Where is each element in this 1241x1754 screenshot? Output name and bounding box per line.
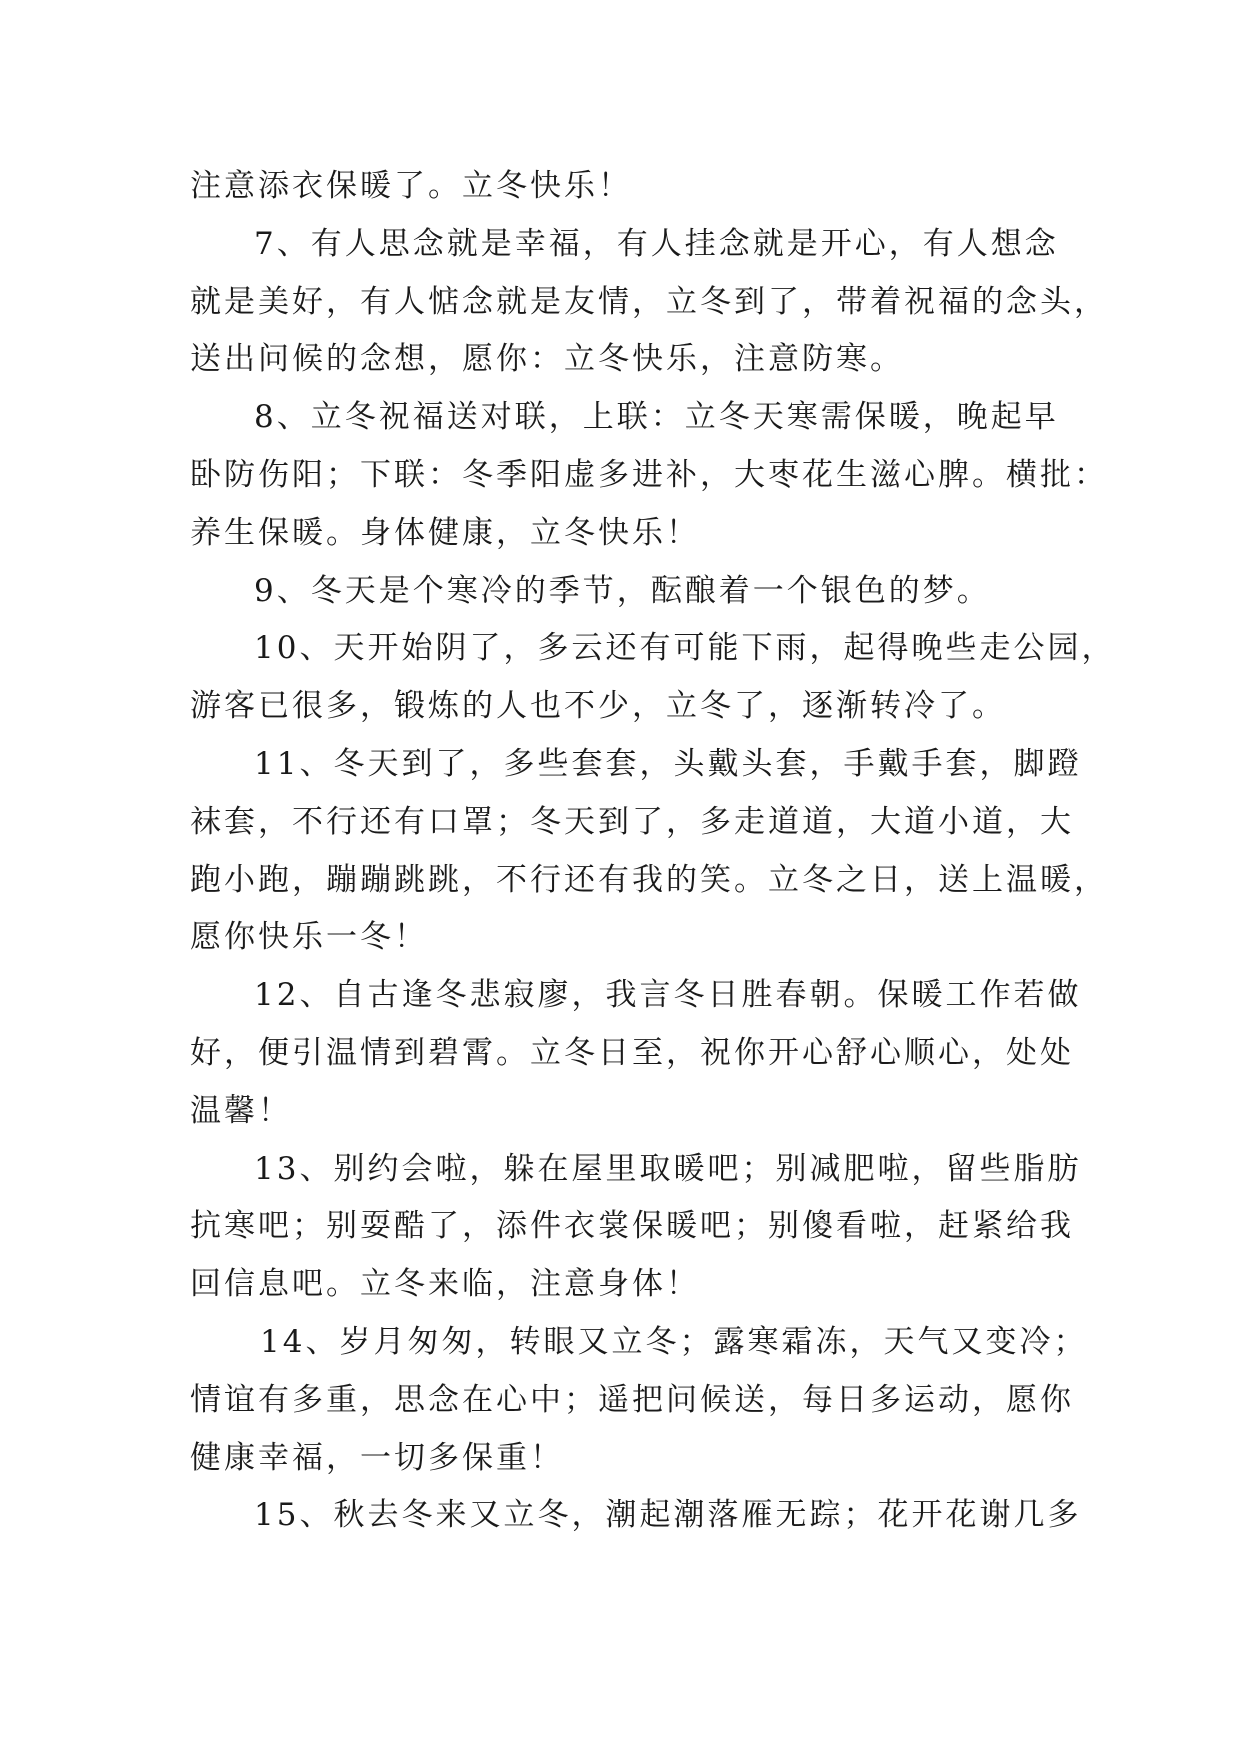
text-line: 情谊有多重，思念在心中；遥把问候送，每日多运动，愿你: [190, 1381, 1074, 1418]
text-line: 8、立冬祝福送对联，上联：立冬天寒需保暖，晚起早: [254, 399, 1059, 436]
paragraph-15: [190, 1487, 1082, 1545]
paragraph-11: [190, 736, 1108, 967]
text-line: 10、天开始阴了，多云还有可能下雨，起得晚些走公园，: [254, 630, 1116, 667]
text-line: 7、有人思念就是幸福，有人挂念就是开心，有人想念: [254, 225, 1059, 262]
text-line: 11、冬天到了，多些套套，头戴头套，手戴手套，脚蹬: [254, 745, 1082, 782]
text-line: 好，便引温情到碧霄。立冬日至，祝你开心舒心顺心，处处: [190, 1034, 1074, 1071]
paragraph-13: [190, 1141, 1082, 1314]
paragraph-12: [190, 967, 1082, 1140]
text-line: 15、秋去冬来又立冬，潮起潮落雁无踪；花开花谢几多: [254, 1497, 1082, 1534]
text-line: 9、冬天是个寒冷的季节，酝酿着一个银色的梦。: [254, 572, 991, 609]
paragraph-6-tail: [190, 158, 1050, 216]
text-line: 健康幸福，一切多保重！: [190, 1439, 564, 1476]
text-line: 愿你快乐一冬！: [190, 919, 428, 956]
paragraph-10: [190, 620, 1116, 736]
text-line: 卧防伤阳；下联：冬季阳虚多进补，大枣花生滋心脾。横批：: [190, 456, 1108, 493]
text-line: 温馨！: [190, 1092, 292, 1129]
text-line: 12、自古逢冬悲寂廖，我言冬日胜春朝。保暖工作若做: [254, 977, 1082, 1014]
paragraph-7: [190, 216, 1108, 389]
paragraph-14: [190, 1314, 1088, 1487]
document-body: [190, 158, 1116, 1545]
paragraph-9: [190, 563, 1050, 621]
text-line: 袜套，不行还有口罩；冬天到了，多走道道，大道小道，大: [190, 803, 1074, 840]
text-line: 养生保暖。身体健康，立冬快乐！: [190, 514, 700, 551]
text-line: 13、别约会啦，躲在屋里取暖吧；别减肥啦，留些脂肪: [254, 1150, 1082, 1187]
paragraph-8: [190, 389, 1108, 562]
text-line: 游客已很多，锻炼的人也不少，立冬了，逐渐转冷了。: [190, 688, 1006, 725]
text-line: 跑小跑，蹦蹦跳跳，不行还有我的笑。立冬之日，送上温暖，: [190, 861, 1108, 898]
text-line: 注意添衣保暖了。立冬快乐！: [190, 168, 632, 204]
text-line: 14、岁月匆匆，转眼又立冬；露寒霜冻，天气又变冷；: [260, 1323, 1088, 1360]
text-line: 抗寒吧；别耍酷了，添件衣裳保暖吧；别傻看啦，赶紧给我: [190, 1208, 1074, 1245]
text-line: 就是美好，有人惦念就是友情，立冬到了，带着祝福的念头，: [190, 283, 1108, 320]
text-line: 送出问候的念想，愿你：立冬快乐，注意防寒。: [190, 341, 904, 378]
text-line: 回信息吧。立冬来临，注意身体！: [190, 1266, 700, 1303]
